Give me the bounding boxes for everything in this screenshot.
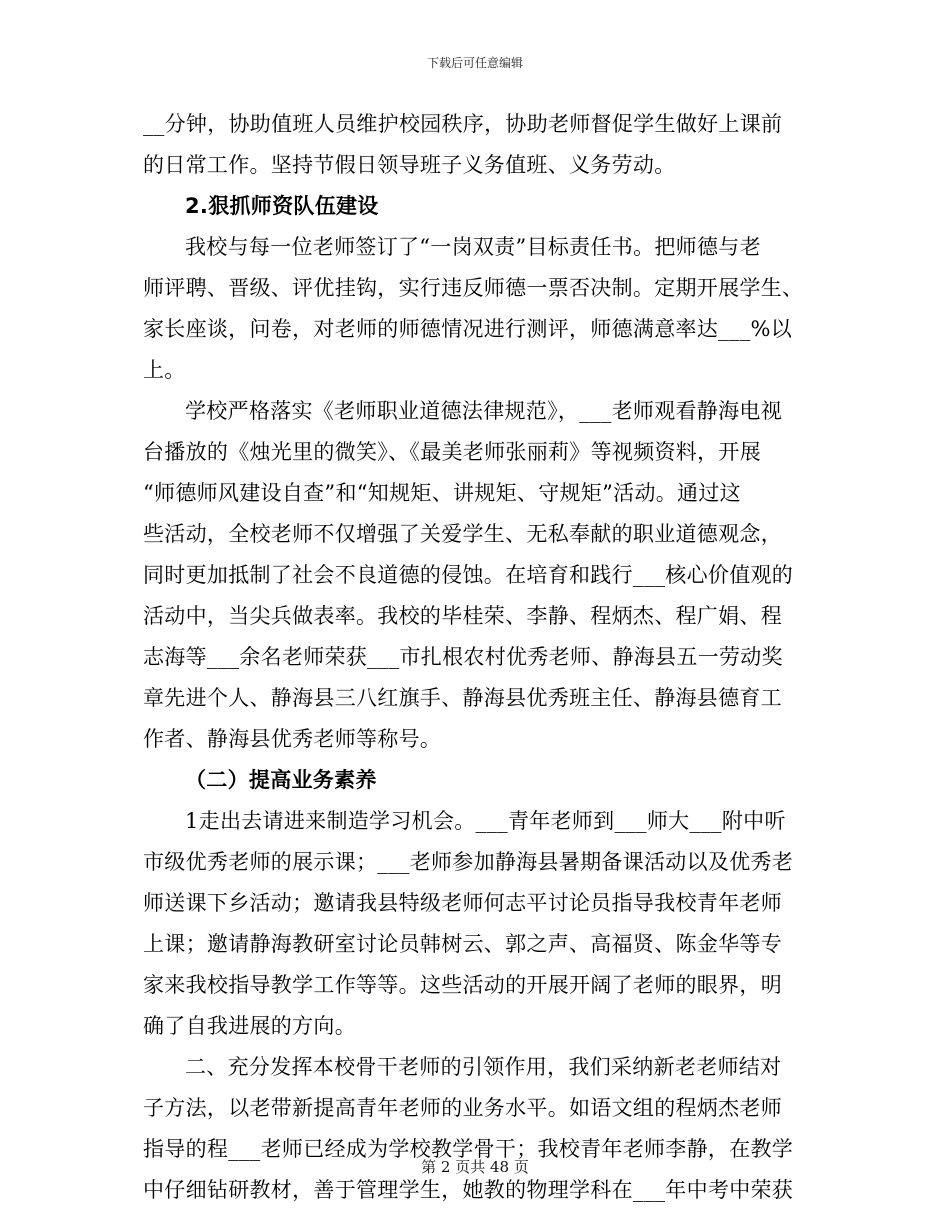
- section-heading: （二）提高业务素养: [185, 768, 377, 792]
- section-heading: 2.狠抓师资队伍建设: [185, 194, 379, 218]
- text-line: 1走出去请进来制造学习机会。___青年老师到___师大___附中听: [185, 809, 786, 833]
- text-line: 学校严格落实《老师职业道德法律规范》，___老师观看静海电视: [185, 399, 782, 423]
- text-line: 志海等___余名老师荣获___市扎根农村优秀老师、静海县五一劳动奖: [143, 645, 783, 669]
- text-line: 的日常工作。坚持节假日领导班子义务值班、义务劳动。: [143, 153, 676, 177]
- text-line: 作者、静海县优秀老师等称号。: [143, 727, 442, 751]
- text-line: 家长座谈，问卷，对老师的师德情况进行测评，师德满意率达___%以: [143, 317, 793, 341]
- text-line: “师德师风建设自查”和“知规矩、讲规矩、守规矩”活动。通过这: [143, 481, 741, 505]
- text-line: __分钟，协助值班人员维护校园秩序，协助老师督促学生做好上课前: [143, 112, 783, 136]
- text-line: 师评聘、晋级、评优挂钩，实行违反师德一票否决制。定期开展学生、: [143, 276, 804, 300]
- text-line: 台播放的《烛光里的微笑》、《最美老师张丽莉》等视频资料，开展: [143, 440, 761, 464]
- text-line: 市级优秀老师的展示课；___老师参加静海县暑期备课活动以及优秀老: [143, 850, 794, 874]
- text-line: 上课；邀请静海教研室讨论员韩树云、郭之声、高福贤、陈金华等专: [143, 932, 782, 956]
- page-footer: 第 2 页共 48 页: [421, 1158, 529, 1176]
- text-line: 师送课下乡活动；邀请我县特级老师何志平讨论员指导我校青年老师: [143, 891, 782, 915]
- text-line: 章先进个人、静海县三八红旗手、静海县优秀班主任、静海县德育工: [143, 686, 782, 710]
- text-line: 上。: [143, 358, 186, 382]
- text-line: 活动中，当尖兵做表率。我校的毕桂荣、李静、程炳杰、程广娟、程: [143, 604, 782, 628]
- text-line: 子方法，以老带新提高青年老师的业务水平。如语文组的程炳杰老师: [143, 1096, 782, 1120]
- text-line: 二、充分发挥本校骨干老师的引领作用，我们采纳新老老师结对: [185, 1055, 782, 1079]
- text-line: 同时更加抵制了社会不良道德的侵蚀。在培育和践行___核心价值观的: [143, 563, 794, 587]
- text-line: 指导的程___老师已经成为学校教学骨干；我校青年老师李静，在教学: [143, 1137, 794, 1161]
- text-line: 我校与每一位老师签订了“一岗双责”目标责任书。把师德与老: [185, 235, 761, 259]
- text-line: 家来我校指导教学工作等等。这些活动的开展开阔了老师的眼界，明: [143, 973, 782, 997]
- page-header: 下载后可任意编辑: [426, 56, 523, 70]
- text-line: 些活动，全校老师不仅增强了关爱学生、无私奉献的职业道德观念，: [143, 522, 782, 546]
- text-line: 中仔细钻研教材，善于管理学生，她教的物理学科在___年中考中荣获: [143, 1178, 794, 1202]
- text-line: 确了自我进展的方向。: [143, 1014, 356, 1038]
- body-text: [143, 104, 808, 1211]
